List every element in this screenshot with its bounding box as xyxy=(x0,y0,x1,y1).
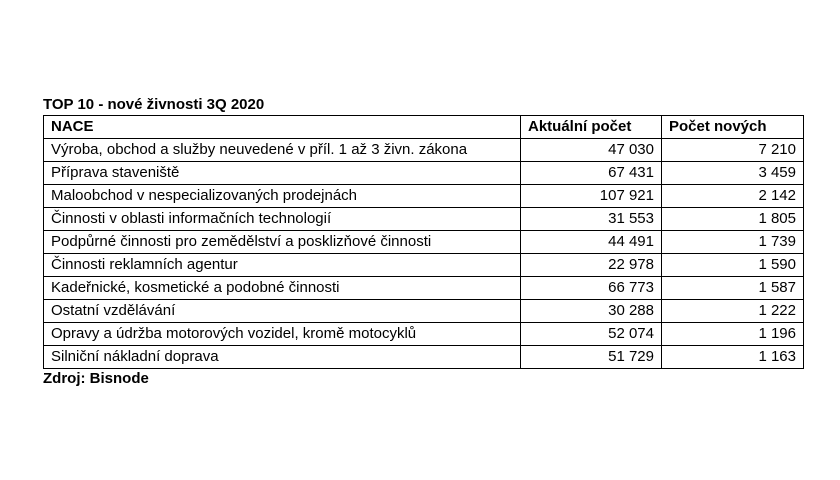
cell-nace: Maloobchod v nespecializovaných prodejnách xyxy=(44,185,521,208)
cell-new-count: 2 142 xyxy=(662,185,804,208)
document-body xyxy=(43,95,803,389)
cell-nace: Činnosti reklamních agentur xyxy=(44,254,521,277)
cell-nace: Opravy a údržba motorových vozidel, kromě motocyklů xyxy=(44,323,521,346)
cell-nace: Příprava staveniště xyxy=(44,162,521,185)
cell-nace: Kadeřnické, kosmetické a podobné činnosti xyxy=(44,277,521,300)
table-title: TOP 10 - nové živnosti 3Q 2020 xyxy=(43,96,265,113)
table-row xyxy=(44,346,804,369)
cell-new-count: 1 196 xyxy=(662,323,804,346)
cell-current-count: 107 921 xyxy=(521,185,662,208)
table-row xyxy=(44,323,804,346)
table-row xyxy=(44,254,804,277)
cell-new-count: 7 210 xyxy=(662,139,804,162)
cell-current-count: 47 030 xyxy=(521,139,662,162)
table-row xyxy=(44,139,804,162)
cell-new-count: 1 163 xyxy=(662,346,804,369)
header-current-count: Aktuální počet xyxy=(521,116,662,139)
cell-nace: Činnosti v oblasti informačních technologií xyxy=(44,208,521,231)
cell-new-count: 1 805 xyxy=(662,208,804,231)
table-row xyxy=(44,300,804,323)
cell-new-count: 1 222 xyxy=(662,300,804,323)
table-row xyxy=(44,208,804,231)
source-note: Zdroj: Bisnode xyxy=(43,370,149,387)
cell-current-count: 52 074 xyxy=(521,323,662,346)
cell-new-count: 1 587 xyxy=(662,277,804,300)
table-row xyxy=(44,185,804,208)
cell-current-count: 44 491 xyxy=(521,231,662,254)
table-row xyxy=(44,277,804,300)
cell-current-count: 31 553 xyxy=(521,208,662,231)
header-new-count: Počet nových xyxy=(662,116,804,139)
table-row xyxy=(44,231,804,254)
table-header-row xyxy=(44,116,804,139)
cell-new-count: 3 459 xyxy=(662,162,804,185)
cell-nace: Silniční nákladní doprava xyxy=(44,346,521,369)
cell-current-count: 30 288 xyxy=(521,300,662,323)
cell-new-count: 1 590 xyxy=(662,254,804,277)
cell-current-count: 67 431 xyxy=(521,162,662,185)
cell-current-count: 66 773 xyxy=(521,277,662,300)
cell-current-count: 51 729 xyxy=(521,346,662,369)
header-nace: NACE xyxy=(44,116,521,139)
cell-new-count: 1 739 xyxy=(662,231,804,254)
cell-nace: Ostatní vzdělávání xyxy=(44,300,521,323)
cell-current-count: 22 978 xyxy=(521,254,662,277)
cell-nace: Podpůrné činnosti pro zemědělství a posklizňové činnosti xyxy=(44,231,521,254)
table-row xyxy=(44,162,804,185)
cell-nace: Výroba, obchod a služby neuvedené v příl. 1 až 3 živn. zákona xyxy=(44,139,521,162)
top10-table xyxy=(43,115,804,369)
